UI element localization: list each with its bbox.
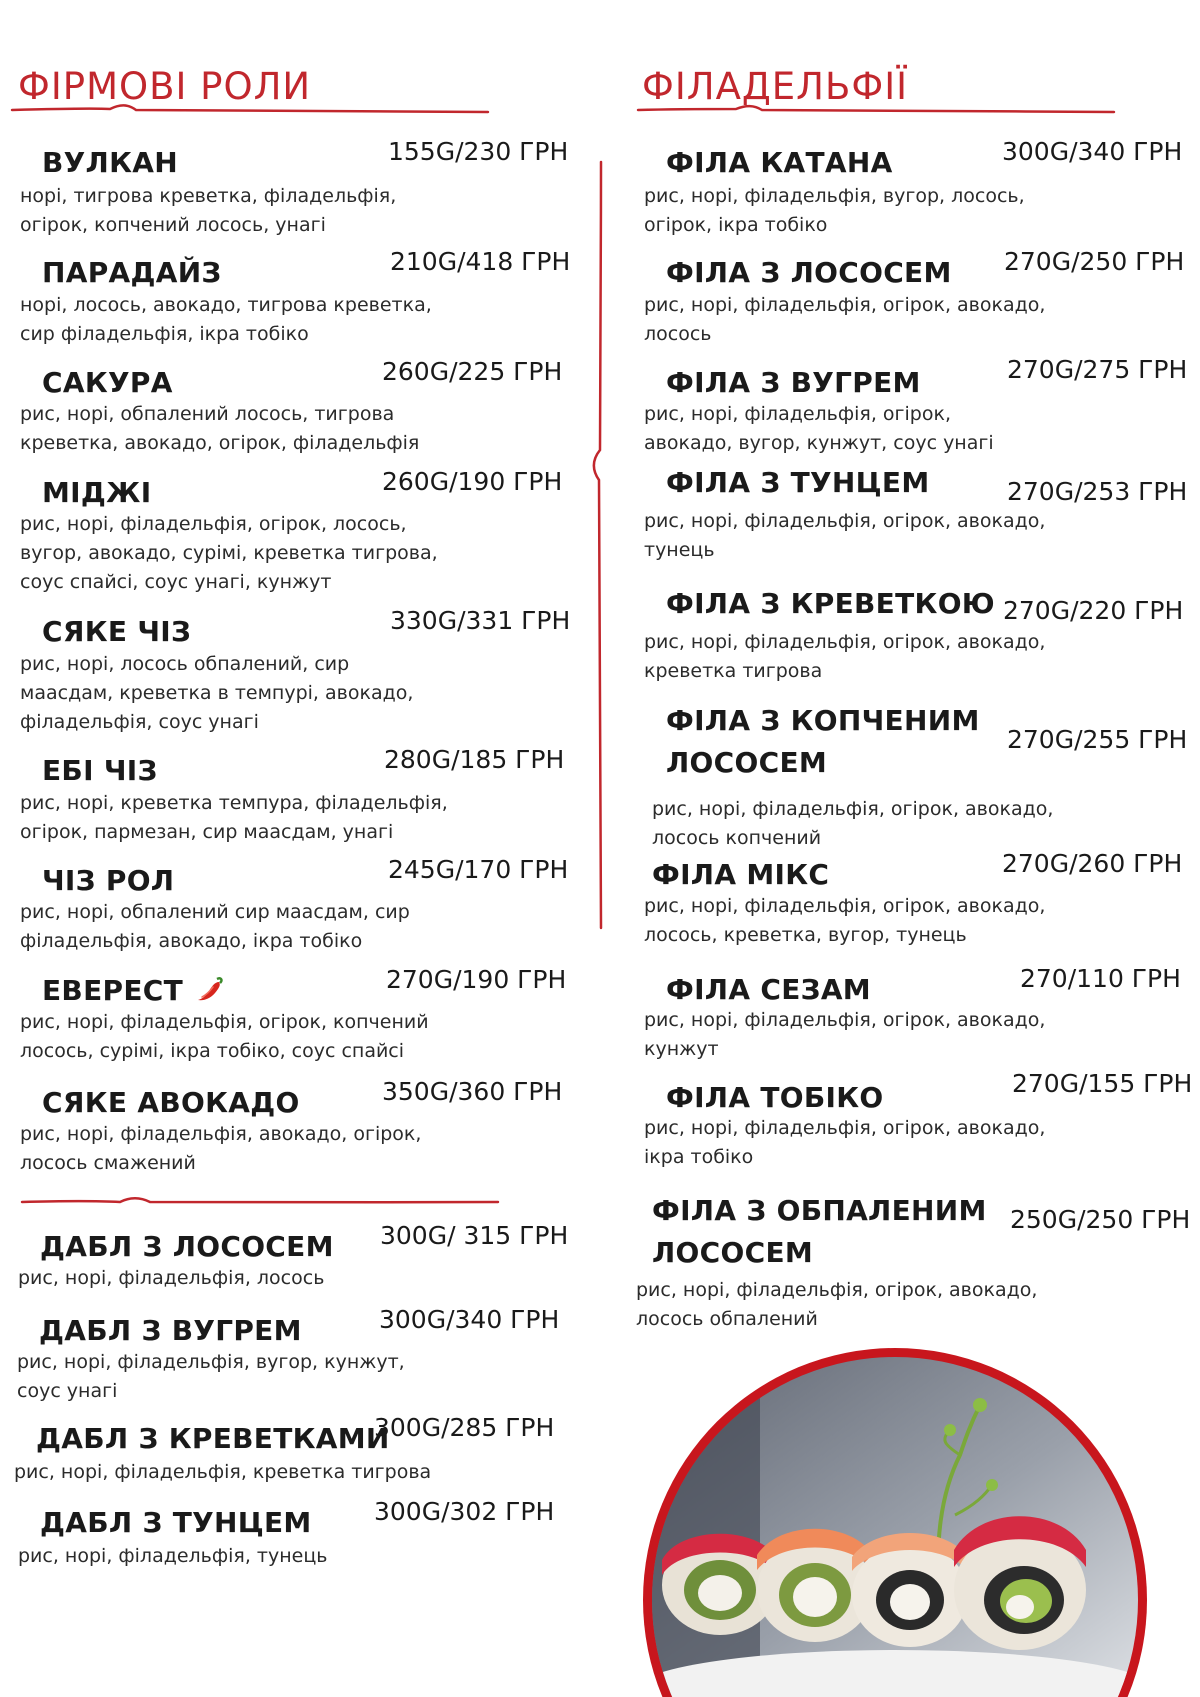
- item-description: рис, норі, філадельфія, огірок, авокадо,: [644, 1117, 1046, 1139]
- item-price: 155G/230 ГРН: [388, 137, 569, 166]
- item-description: рис, норі, філадельфія, огірок, авокадо,: [644, 294, 1046, 316]
- column-divider: [588, 160, 608, 930]
- item-description: лосось, сурімі, ікра тобіко, соус спайсі: [20, 1040, 405, 1062]
- item-name: ФІЛА З ВУГРЕМ: [666, 366, 921, 399]
- item-name: [652, 1190, 987, 1274]
- chili-pepper-icon: [195, 974, 225, 1004]
- item-description: рис, норі, філадельфія, лосось: [18, 1267, 325, 1289]
- item-name: ВУЛКАН: [42, 146, 178, 179]
- item-price: 245G/170 ГРН: [388, 855, 569, 884]
- item-price: 280G/185 ГРН: [384, 745, 565, 774]
- item-name: ФІЛА З КРЕВЕТКОЮ: [666, 587, 995, 620]
- item-description: рис, норі, філадельфія, огірок, лосось,: [20, 513, 407, 535]
- signature-rolls-title: ФІРМОВІ РОЛИ: [18, 65, 312, 108]
- item-price: 270G/220 ГРН: [1003, 596, 1184, 625]
- item-description: рис, норі, філадельфія, тунець: [18, 1545, 328, 1567]
- item-description: рис, норі, філадельфія, авокадо, огірок,: [20, 1123, 422, 1145]
- item-description: рис, норі, креветка темпура, філадельфія,: [20, 792, 448, 814]
- item-description: рис, норі, обпалений сир маасдам, сир: [20, 901, 410, 923]
- item-description: креветка тигрова: [644, 660, 823, 682]
- item-description: рис, норі, філадельфія, огірок, авокадо,: [644, 631, 1046, 653]
- item-price: 270G/190 ГРН: [386, 965, 567, 994]
- item-name: ЧІЗ РОЛ: [42, 864, 175, 897]
- item-price: 300G/285 ГРН: [374, 1413, 555, 1442]
- item-name: ФІЛА ТОБІКО: [666, 1081, 884, 1114]
- item-name-text: ЕВЕРЕСТ: [42, 974, 183, 1007]
- item-description: норі, лосось, авокадо, тигрова креветка,: [20, 294, 432, 316]
- item-name: [42, 970, 225, 1012]
- item-price: 300G/302 ГРН: [374, 1497, 555, 1526]
- item-price: 270G/255 ГРН: [1007, 725, 1188, 754]
- item-description: лосось обпалений: [636, 1308, 818, 1330]
- item-description: огірок, копчений лосось, унагі: [20, 214, 326, 236]
- item-price: 260G/225 ГРН: [382, 357, 563, 386]
- item-price: 270G/155 ГРН: [1012, 1069, 1193, 1098]
- item-price: 300G/340 ГРН: [379, 1305, 560, 1334]
- item-description: філадельфія, авокадо, ікра тобіко: [20, 930, 363, 952]
- item-description: рис, норі, філадельфія, огірок,: [644, 403, 951, 425]
- item-description: креветка, авокадо, огірок, філадельфія: [20, 432, 420, 454]
- item-name: ДАБЛ З ВУГРЕМ: [39, 1314, 302, 1347]
- item-description: соус спайсі, соус унагі, кунжут: [20, 571, 332, 593]
- item-name: ДАБЛ З КРЕВЕТКАМИ: [36, 1422, 390, 1455]
- item-price: 250G/250 ГРН: [1010, 1205, 1191, 1234]
- item-price: 210G/418 ГРН: [390, 247, 571, 276]
- item-description: лосось смажений: [20, 1152, 196, 1174]
- item-description: філадельфія, соус унагі: [20, 711, 259, 733]
- item-price: 330G/331 ГРН: [390, 606, 571, 635]
- item-description: маасдам, креветка в темпурі, авокадо,: [20, 682, 414, 704]
- item-description: соус унагі: [17, 1380, 118, 1402]
- item-description: огірок, ікра тобіко: [644, 214, 828, 236]
- item-description: рис, норі, філадельфія, огірок, авокадо,: [636, 1279, 1038, 1301]
- item-description: кунжут: [644, 1038, 719, 1060]
- item-name-line: ЛОСОСЕМ: [666, 746, 828, 779]
- item-name: ФІЛА КАТАНА: [666, 146, 893, 179]
- item-description: рис, норі, обпалений лосось, тигрова: [20, 403, 395, 425]
- item-description: сир філадельфія, ікра тобіко: [20, 323, 309, 345]
- item-price: 270G/275 ГРН: [1007, 355, 1188, 384]
- item-description: тунець: [644, 539, 715, 561]
- item-name: ДАБЛ З ЛОСОСЕМ: [40, 1230, 334, 1263]
- item-name-line: ФІЛА З КОПЧЕНИМ: [666, 704, 980, 737]
- item-name: ДАБЛ З ТУНЦЕМ: [40, 1506, 312, 1539]
- item-price: 350G/360 ГРН: [382, 1077, 563, 1106]
- item-description: лосось: [644, 323, 712, 345]
- item-description: авокадо, вугор, кунжут, соус унагі: [644, 432, 994, 454]
- signature-title-underline: [10, 100, 490, 120]
- item-description: рис, норі, філадельфія, огірок, копчений: [20, 1011, 429, 1033]
- item-description: ікра тобіко: [644, 1146, 754, 1168]
- item-name: СЯКЕ АВОКАДО: [42, 1086, 300, 1119]
- item-description: рис, норі, філадельфія, вугор, лосось,: [644, 185, 1025, 207]
- philadelphia-rolls-title: ФІЛАДЕЛЬФІЇ: [642, 65, 909, 108]
- item-description: рис, норі, філадельфія, огірок, авокадо,: [644, 895, 1046, 917]
- item-name: ФІЛА МІКС: [652, 858, 830, 891]
- item-description: рис, норі, філадельфія, креветка тигрова: [14, 1461, 432, 1483]
- item-price: 300G/ 315 ГРН: [380, 1221, 569, 1250]
- item-description: лосось копчений: [652, 827, 822, 849]
- doubles-divider: [20, 1192, 500, 1212]
- item-price: 270G/260 ГРН: [1002, 849, 1183, 878]
- item-description: вугор, авокадо, сурімі, креветка тигрова,: [20, 542, 438, 564]
- item-name: ФІЛА З ТУНЦЕМ: [666, 466, 930, 499]
- item-name: ФІЛА СЕЗАМ: [666, 973, 871, 1006]
- item-description: норі, тигрова креветка, філадельфія,: [20, 185, 397, 207]
- sushi-rolls-photo: [640, 1345, 1150, 1697]
- item-name: МІДЖІ: [42, 476, 152, 509]
- item-description: рис, норі, філадельфія, огірок, авокадо,: [644, 510, 1046, 532]
- item-description: рис, норі, філадельфія, огірок, авокадо,: [644, 1009, 1046, 1031]
- item-price: 270G/253 ГРН: [1007, 477, 1188, 506]
- item-price: 260G/190 ГРН: [382, 467, 563, 496]
- item-name: [666, 700, 980, 784]
- item-name: ФІЛА З ЛОСОСЕМ: [666, 256, 952, 289]
- philadelphia-title-underline: [636, 100, 1116, 120]
- item-name-line: ЛОСОСЕМ: [652, 1236, 814, 1269]
- item-description: рис, норі, філадельфія, вугор, кунжут,: [17, 1351, 405, 1373]
- item-description: лосось, креветка, вугор, тунець: [644, 924, 967, 946]
- item-description: рис, норі, лосось обпалений, сир: [20, 653, 350, 675]
- item-name: ПАРАДАЙЗ: [42, 256, 222, 289]
- item-description: рис, норі, філадельфія, огірок, авокадо,: [652, 798, 1054, 820]
- item-name-line: ФІЛА З ОБПАЛЕНИМ: [652, 1194, 987, 1227]
- item-name: ЕБІ ЧІЗ: [42, 754, 158, 787]
- item-description: огірок, пармезан, сир маасдам, унагі: [20, 821, 394, 843]
- item-name: САКУРА: [42, 366, 173, 399]
- item-name: СЯКЕ ЧІЗ: [42, 615, 192, 648]
- item-price: 270/110 ГРН: [1020, 964, 1181, 993]
- item-price: 300G/340 ГРН: [1002, 137, 1183, 166]
- item-price: 270G/250 ГРН: [1004, 247, 1185, 276]
